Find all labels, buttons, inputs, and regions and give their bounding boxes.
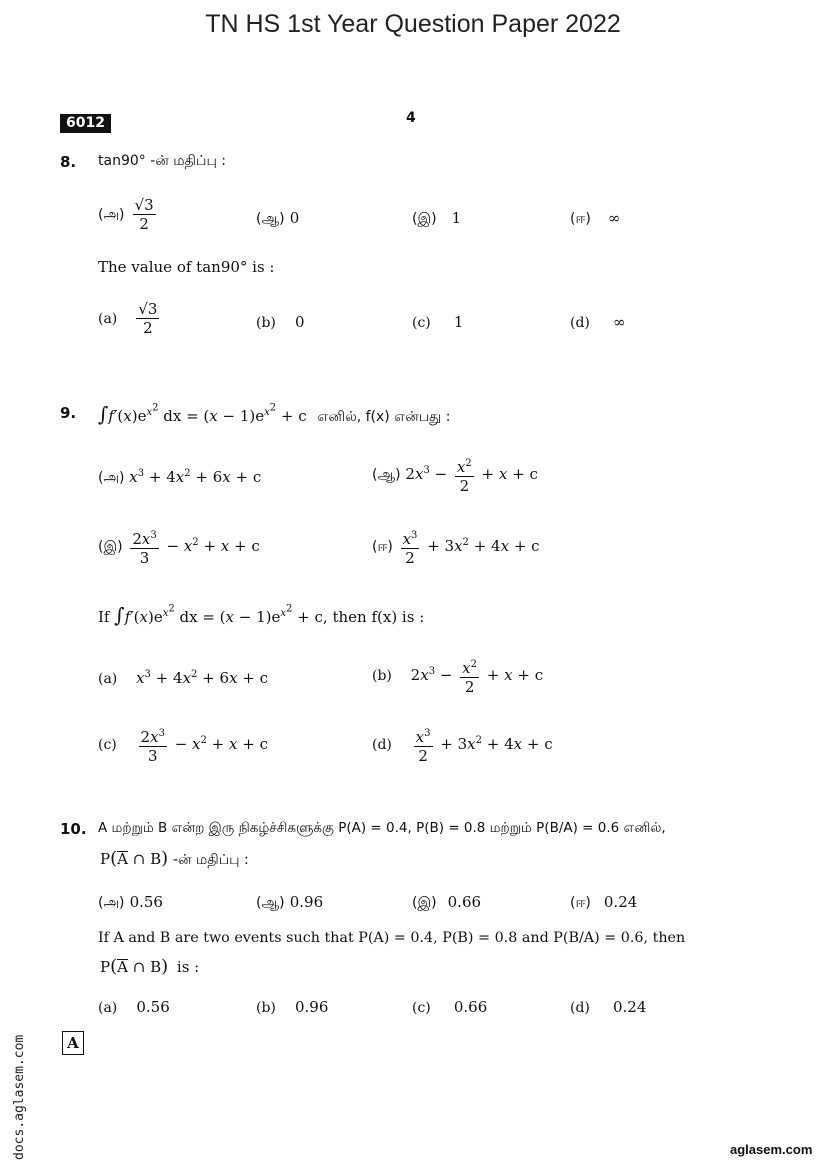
option-value: 0.24 bbox=[603, 893, 638, 911]
q10-english-stem-line2 bbox=[100, 956, 199, 977]
question-number-9: 9. bbox=[60, 404, 77, 422]
option-value: 1 bbox=[453, 313, 464, 331]
option-label: (d) bbox=[570, 1000, 590, 1016]
option-label: (இ) bbox=[412, 211, 437, 227]
option-label: (அ) bbox=[98, 207, 125, 223]
q8-tamil-option-c bbox=[412, 208, 461, 229]
option-value: ∞ bbox=[612, 313, 626, 331]
option-label: (அ) bbox=[98, 895, 125, 911]
q10-english-option-a bbox=[98, 997, 170, 1016]
q9-tamil-option-a bbox=[98, 468, 261, 488]
q10-tamil-stem-line1: A மற்றும் B என்ற இரு நிகழ்ச்சிகளுக்கு P(A) = 0.4, P(B) = 0.8 மற்றும் P(B/A) = 0.6 எனில், bbox=[98, 820, 666, 836]
page-number: 4 bbox=[406, 110, 416, 126]
q9-english-suffix: , then f(x) is : bbox=[322, 608, 425, 626]
option-value: 0.24 bbox=[612, 998, 647, 1016]
q9-english-option-b bbox=[372, 656, 543, 696]
q8-tamil-option-b bbox=[256, 208, 299, 229]
q8-tamil-stem: tan90° -ன் மதிப்பு : bbox=[98, 153, 227, 169]
option-value: 0.56 bbox=[136, 998, 170, 1016]
option-label: (c) bbox=[98, 737, 117, 753]
q8-tamil-option-d bbox=[570, 208, 620, 229]
question-number-8: 8. bbox=[60, 153, 77, 171]
footer-site[interactable]: aglasem.com bbox=[730, 1142, 813, 1157]
q8-english-option-a bbox=[98, 300, 162, 337]
probability-expression: P(A ∩ B) bbox=[100, 956, 169, 977]
probability-expression: P(A ∩ B) bbox=[100, 848, 169, 869]
option-label: (ஆ) bbox=[372, 467, 401, 483]
option-label: (a) bbox=[98, 311, 118, 327]
q10-english-suffix: is : bbox=[176, 958, 200, 976]
document-title: TN HS 1st Year Question Paper 2022 bbox=[205, 10, 621, 38]
q9-english-option-c bbox=[98, 725, 268, 765]
q10-tamil-stem-line2 bbox=[100, 848, 249, 870]
option-label: (a) bbox=[98, 671, 118, 687]
q10-english-option-d bbox=[570, 997, 646, 1016]
q8-english-option-d bbox=[570, 312, 625, 331]
side-watermark: docs.aglasem.com bbox=[12, 1034, 27, 1160]
option-label: (a) bbox=[98, 1000, 118, 1016]
option-label: (c) bbox=[412, 1000, 431, 1016]
q10-tamil-option-c bbox=[412, 892, 481, 913]
option-expression: $\frac{x^3}{2}$ + $3x^2 + 4x + c$ bbox=[411, 735, 553, 753]
option-value: ∞ bbox=[607, 209, 621, 227]
option-label: (d) bbox=[372, 737, 392, 753]
option-expression: $x^3 + 4x^2 + 6x + c$ bbox=[136, 669, 269, 687]
integral-expression: $\int f'(x)e^{x^2}$ dx = $(x - 1)e^{x^2} + c$ bbox=[98, 402, 307, 426]
q8-english-option-c bbox=[412, 312, 463, 331]
option-value: 0.56 bbox=[129, 893, 163, 911]
q9-tamil-option-c bbox=[98, 527, 260, 567]
option-label: (d) bbox=[570, 315, 590, 331]
q10-tamil-option-d bbox=[570, 892, 637, 913]
fraction bbox=[133, 196, 156, 233]
option-expression: $\frac{x^3}{2}$ + $3x^2 + 4x + c$ bbox=[398, 537, 540, 555]
q10-tamil-option-a bbox=[98, 892, 163, 913]
paper-code: 6012 bbox=[60, 114, 111, 133]
option-expression: $x^3 + 4x^2 + 6x + c$ bbox=[129, 468, 262, 486]
q10-tamil-option-b bbox=[256, 892, 323, 913]
q8-english-stem: The value of tan90° is : bbox=[98, 258, 275, 276]
option-value: 0 bbox=[294, 313, 305, 331]
option-value: 0.66 bbox=[453, 998, 488, 1016]
q10-english-option-c bbox=[412, 997, 487, 1016]
option-value: 1 bbox=[451, 209, 462, 227]
q8-english-option-b bbox=[256, 312, 305, 331]
option-label: (c) bbox=[412, 315, 431, 331]
option-label: (b) bbox=[256, 1000, 276, 1016]
option-label: (ஆ) bbox=[256, 211, 285, 227]
integral-expression: $\int f'(x)e^{x^2}$ dx = $(x - 1)e^{x^2} + c$ bbox=[114, 603, 323, 627]
option-label: (ஆ) bbox=[256, 895, 285, 911]
fraction-denominator: 2 bbox=[139, 215, 149, 233]
q9-english-option-a bbox=[98, 669, 268, 687]
option-label: (ஈ) bbox=[570, 895, 591, 911]
option-label: (ஈ) bbox=[570, 211, 591, 227]
fraction-denominator: 2 bbox=[143, 319, 153, 337]
option-expression: $\frac{2x^3}{3}$ − $x^2 + x + c$ bbox=[127, 537, 259, 555]
option-label: (இ) bbox=[412, 895, 437, 911]
fraction bbox=[136, 300, 159, 337]
option-label: (ஈ) bbox=[372, 539, 393, 555]
section-box-a: A bbox=[62, 1031, 84, 1055]
option-label: (b) bbox=[372, 668, 392, 684]
q10-english-stem-line1: If A and B are two events such that P(A) = 0.4, P(B) = 0.8 and P(B/A) = 0.6, then bbox=[98, 930, 686, 946]
q9-tamil-suffix: எனில், f(x) என்பது : bbox=[317, 409, 451, 425]
option-value: 0 bbox=[289, 209, 300, 227]
q9-tamil-option-b bbox=[372, 455, 538, 495]
option-expression: $\frac{2x^3}{3}$ − $x^2 + x + c$ bbox=[136, 735, 268, 753]
fraction-numerator: √3 bbox=[138, 300, 158, 318]
option-value: 0.66 bbox=[447, 893, 482, 911]
q9-tamil-option-d bbox=[372, 527, 540, 567]
option-value: 0.96 bbox=[294, 998, 329, 1016]
option-label: (b) bbox=[256, 315, 276, 331]
option-label: (அ) bbox=[98, 470, 125, 486]
question-number-10: 10. bbox=[60, 820, 87, 838]
q9-english-option-d bbox=[372, 725, 553, 765]
q9-english-stem bbox=[98, 603, 424, 627]
q9-tamil-stem bbox=[98, 402, 450, 427]
q10-tamil-suffix: -ன் மதிப்பு : bbox=[172, 852, 249, 868]
option-value: 0.96 bbox=[289, 893, 324, 911]
option-expression: $2x^3$ − $\frac{x^2}{2}$ + x + c bbox=[411, 666, 543, 684]
option-expression: $2x^3$ − $\frac{x^2}{2}$ + x + c bbox=[405, 465, 537, 483]
q10-english-option-b bbox=[256, 997, 328, 1016]
q8-tamil-option-a bbox=[98, 196, 159, 233]
q9-english-prefix: If bbox=[98, 608, 110, 626]
option-label: (இ) bbox=[98, 539, 123, 555]
fraction-numerator: √3 bbox=[134, 196, 154, 214]
